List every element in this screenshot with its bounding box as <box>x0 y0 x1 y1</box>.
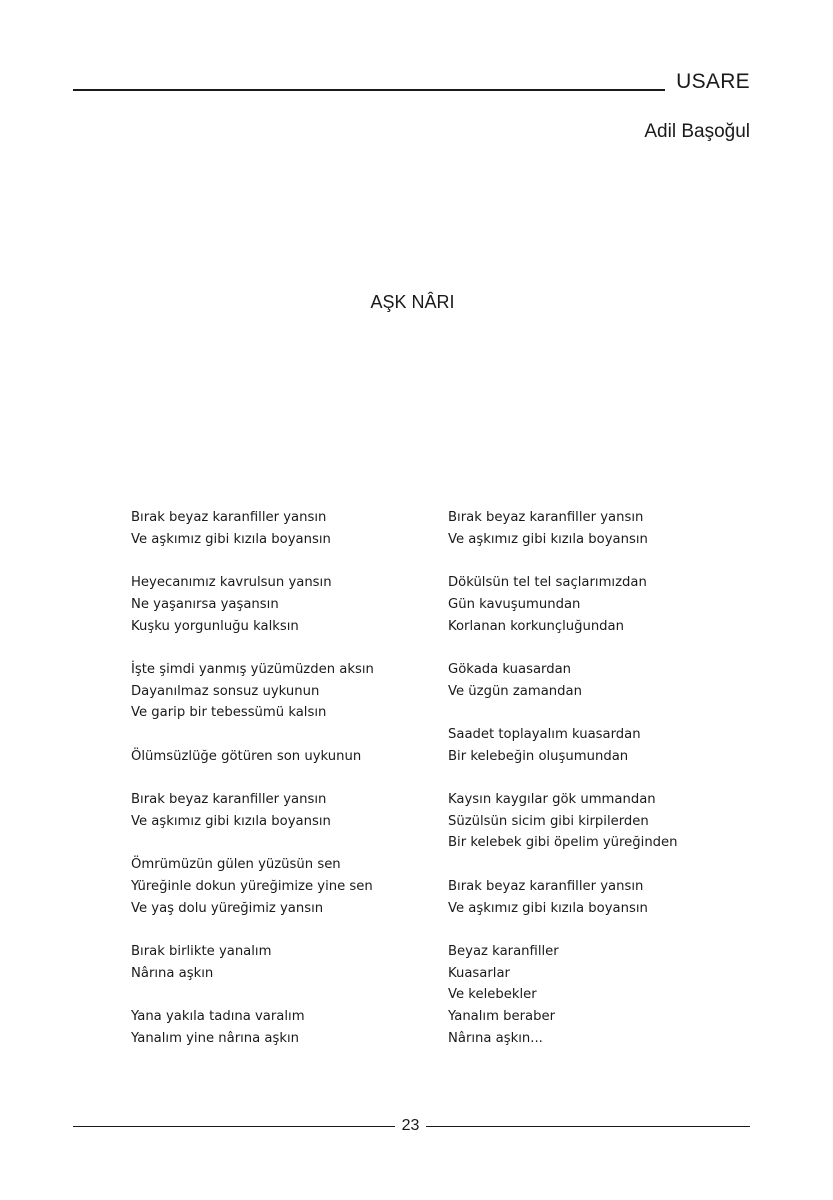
stanza <box>131 746 374 768</box>
poem-line: Bırak beyaz karanfiller yansın <box>131 792 327 808</box>
stanza <box>131 572 374 637</box>
poem-line: Beyaz karanfiller <box>448 943 559 959</box>
poem-line: Gün kavuşumundan <box>448 596 581 612</box>
stanza <box>448 876 678 919</box>
stanza <box>131 507 374 550</box>
poem-line: Ne yaşanırsa yaşansın <box>131 596 279 612</box>
poem-line: Korlanan korkunçluğundan <box>448 618 624 634</box>
poem-line: Heyecanımız kavrulsun yansın <box>131 575 332 591</box>
poem-line: İşte şimdi yanmış yüzümüzden aksın <box>131 661 374 677</box>
poem-line: Ve aşkımız gibi kızıla boyansın <box>448 531 648 547</box>
footer-rule-right <box>426 1126 750 1127</box>
poem-line: Kaysın kaygılar gök ummandan <box>448 792 656 808</box>
stanza <box>131 854 374 919</box>
stanza <box>131 941 374 984</box>
poem-title: AŞK NÂRI <box>370 292 455 312</box>
poem-line: Nârına aşkın <box>131 965 214 981</box>
poem-line: Bir kelebeğin oluşumundan <box>448 748 629 764</box>
poem-line: Ve aşkımız gibi kızıla boyansın <box>131 813 331 829</box>
poem-line: Bırak beyaz karanfiller yansın <box>131 510 327 525</box>
stanza <box>448 789 678 854</box>
poem-line: Ve aşkımız gibi kızıla boyansın <box>448 900 648 916</box>
poem-line: Dayanılmaz sonsuz uykunun <box>131 683 320 699</box>
poem-line: Saadet toplayalım kuasardan <box>448 726 641 742</box>
stanza <box>131 789 374 832</box>
stanza <box>448 724 678 767</box>
poem-line: Yanalım yine nârına aşkın <box>131 1030 300 1046</box>
poem-line: Ve üzgün zamandan <box>448 683 582 699</box>
poem-line: Ölümsüzlüğe götüren son uykunun <box>131 748 362 764</box>
poem-line: Bırak beyaz karanfiller yansın <box>448 510 644 525</box>
poem-line: Ve garip bir tebessümü kalsın <box>131 705 327 721</box>
poem-left-column <box>131 507 374 1071</box>
poem-line: Gökada kuasardan <box>448 661 572 677</box>
author-name: Adil Başoğul <box>644 121 750 142</box>
poem-line: Dökülsün tel tel saçlarımızdan <box>448 575 647 591</box>
stanza <box>448 572 678 637</box>
poem-line: Ömrümüzün gülen yüzüsün sen <box>131 857 341 873</box>
stanza <box>448 507 678 550</box>
poem-line: Yüreğinle dokun yüreğimize yine sen <box>131 878 373 894</box>
page-number: 23 <box>401 1117 420 1134</box>
journal-name: USARE <box>676 70 750 93</box>
stanza <box>448 659 678 702</box>
poem-line: Bırak beyaz karanfiller yansın <box>448 878 644 894</box>
poem-line: Kuşku yorgunluğu kalksın <box>131 618 299 634</box>
poem-line: Süzülsün sicim gibi kirpilerden <box>448 813 649 829</box>
stanza <box>448 941 678 1050</box>
poem-line: Ve kelebekler <box>448 987 537 1003</box>
poem-line: Yana yakıla tadına varalım <box>131 1009 305 1025</box>
poem-line: Kuasarlar <box>448 965 510 981</box>
poem-line: Bırak birlikte yanalım <box>131 943 272 959</box>
poem-line: Nârına aşkın... <box>448 1030 543 1046</box>
stanza <box>131 659 374 724</box>
poem-line: Bir kelebek gibi öpelim yüreğinden <box>448 835 678 851</box>
header-rule <box>73 89 665 91</box>
poem-line: Ve yaş dolu yüreğimiz yansın <box>131 900 324 916</box>
poem-right-column <box>448 507 678 1071</box>
footer-rule-left <box>73 1126 395 1127</box>
poem-line: Yanalım beraber <box>448 1009 556 1025</box>
stanza <box>131 1006 374 1049</box>
poem-line: Ve aşkımız gibi kızıla boyansın <box>131 531 331 547</box>
